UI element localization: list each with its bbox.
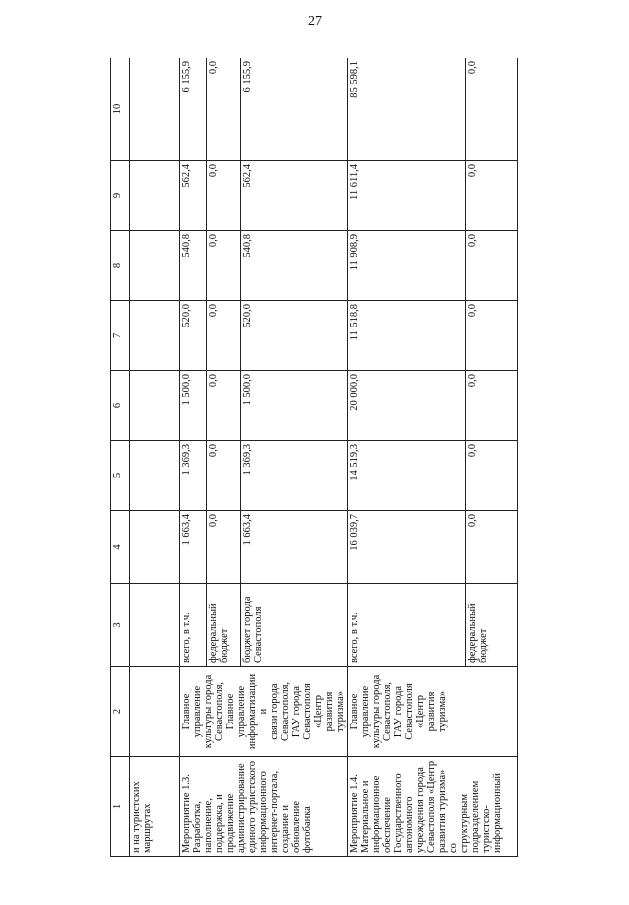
col-header-1: 1: [111, 757, 130, 857]
value-cell: 11 611,4: [348, 161, 466, 231]
col-header-7: 7: [111, 301, 130, 371]
value-cell: 562,4: [240, 161, 347, 231]
value-cell: 1 500,0: [240, 371, 347, 441]
value-cell: 14 519,3: [348, 441, 466, 511]
value-cell: 11 908,9: [348, 231, 466, 301]
value-cell: 0,0: [466, 231, 518, 301]
value-cell: 85 598,1: [348, 58, 466, 161]
page-number: 27: [308, 14, 322, 29]
col-header-8: 8: [111, 231, 130, 301]
value-cell: 1 369,3: [240, 441, 347, 511]
value-cell: 0,0: [206, 58, 240, 161]
value-cell: 1 663,4: [240, 511, 347, 584]
value-cell: 0,0: [466, 161, 518, 231]
value-cell: 0,0: [466, 511, 518, 584]
value-cell: 540,8: [240, 231, 347, 301]
col-header-6: 6: [111, 371, 130, 441]
value-cell: 0,0: [206, 161, 240, 231]
value-cell: 1 369,3: [180, 441, 207, 511]
rotated-table-frame: [110, 58, 518, 857]
value-cell: 16 039,7: [348, 511, 466, 584]
value-cell: 0,0: [206, 231, 240, 301]
value-cell: 6 155,9: [240, 58, 347, 161]
funding-source: бюджет города Севастополя: [240, 584, 347, 667]
budget-table: [110, 58, 518, 857]
table-row: [348, 58, 466, 857]
funding-source: всего, в т.ч.: [180, 584, 207, 667]
value-cell: 562,4: [180, 161, 207, 231]
col-header-3: 3: [111, 584, 130, 667]
funding-source: федеральный бюджет: [466, 584, 518, 667]
value-cell: 0,0: [206, 371, 240, 441]
value-cell: 1 500,0: [180, 371, 207, 441]
value-cell: 520,0: [180, 301, 207, 371]
funding-source: всего, в т.ч.: [348, 584, 466, 667]
funding-source: федеральный бюджет: [206, 584, 240, 667]
value-cell: 6 155,9: [180, 58, 207, 161]
col-header-2: 2: [111, 667, 130, 757]
measure-1-3-executors: Главное управление культуры города Севастополя, Главное управление информатизации и связи города Севастополя, ГАУ города Севастополя «Центр развития туризма»: [180, 667, 348, 757]
measure-1-3-name: Мероприятие 1.3. Разработка, наполнение, поддержка, и продвижение администрирование единого туристского информационного интернет-портала, создание и обновление фотобанка: [180, 757, 348, 857]
measure-1-4-name: Мероприятие 1.4. Материальное и информационное обеспечение Государственного автономного учреждения города Севастополя «Центр развития туризма» со структурным подразделением туристско- информационный: [348, 757, 518, 857]
value-cell: 0,0: [466, 371, 518, 441]
value-cell: 0,0: [206, 441, 240, 511]
col-header-10: 10: [111, 58, 130, 161]
value-cell: 520,0: [240, 301, 347, 371]
value-cell: 0,0: [466, 58, 518, 161]
measure-1-4-executors: Главное управление культуры города Севастополя, ГАУ города Севастополя «Центр развития туризма»: [348, 667, 518, 757]
col-header-5: 5: [111, 441, 130, 511]
value-cell: 11 518,8: [348, 301, 466, 371]
value-cell: 540,8: [180, 231, 207, 301]
value-cell: 0,0: [206, 511, 240, 584]
table-row: [180, 58, 207, 857]
value-cell: 0,0: [466, 301, 518, 371]
value-cell: 0,0: [466, 441, 518, 511]
value-cell: 20 000,0: [348, 371, 466, 441]
header-row: [111, 58, 130, 857]
col-header-4: 4: [111, 511, 130, 584]
value-cell: 1 663,4: [180, 511, 207, 584]
continuation-row: [130, 58, 180, 857]
rotated-table-sheet: [110, 58, 518, 857]
col-header-9: 9: [111, 161, 130, 231]
value-cell: 0,0: [206, 301, 240, 371]
continuation-text: и на туристских маршрутах: [130, 757, 180, 857]
